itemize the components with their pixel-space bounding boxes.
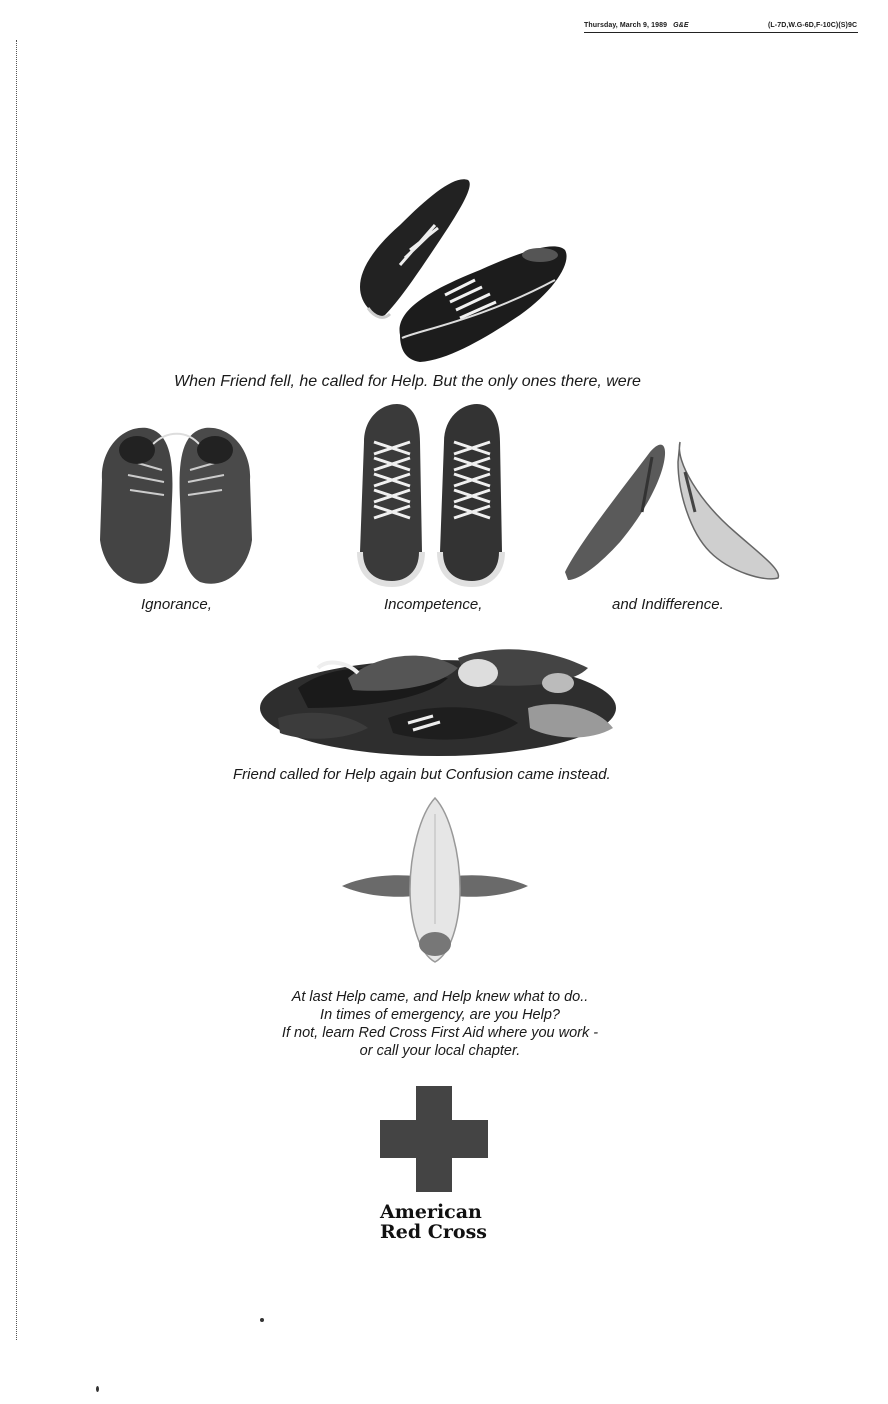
scan-speck <box>260 1318 264 1322</box>
body-line-4: or call your local chapter. <box>359 1043 521 1059</box>
header-section: G&E <box>673 22 689 29</box>
incompetence-shoes-image <box>352 402 512 588</box>
header-date <box>584 22 689 29</box>
caption-confusion: Friend called for Help again but Confusion came instead. <box>233 766 611 783</box>
help-shoe-image <box>338 794 532 966</box>
caption-ignorance: Ignorance, <box>141 596 212 613</box>
red-cross-icon <box>380 1086 488 1192</box>
scan-artifact-line <box>16 40 18 1340</box>
confusion-shoes-image <box>258 628 618 764</box>
ignorance-shoes-image <box>92 420 260 590</box>
logo-text-red-cross: Red Cross <box>380 1221 487 1243</box>
caption-incompetence: Incompetence, <box>384 596 483 613</box>
header-code: (L-7D,W.G-6D,F-10C)(S)9C <box>768 22 858 29</box>
body-line-1: At last Help came, and Help knew what to do.. <box>291 989 589 1005</box>
logo-text-american: American <box>380 1201 482 1223</box>
body-line-3: If not, learn Red Cross First Aid where you work - <box>281 1025 599 1041</box>
indifference-shoes-image <box>560 432 784 584</box>
header-rule <box>584 32 858 33</box>
scan-speck <box>96 1386 99 1392</box>
body-line-2: In times of emergency, are you Help? <box>320 1007 560 1023</box>
caption-intro: When Friend fell, he called for Help. But the only ones there, were <box>174 373 641 390</box>
fallen-sneaker-right <box>400 246 567 362</box>
body-copy <box>230 988 650 1060</box>
friend-shoes-image <box>340 170 570 370</box>
header-date-text: Thursday, March 9, 1989 <box>584 22 668 29</box>
caption-indifference: and Indifference. <box>612 596 724 613</box>
